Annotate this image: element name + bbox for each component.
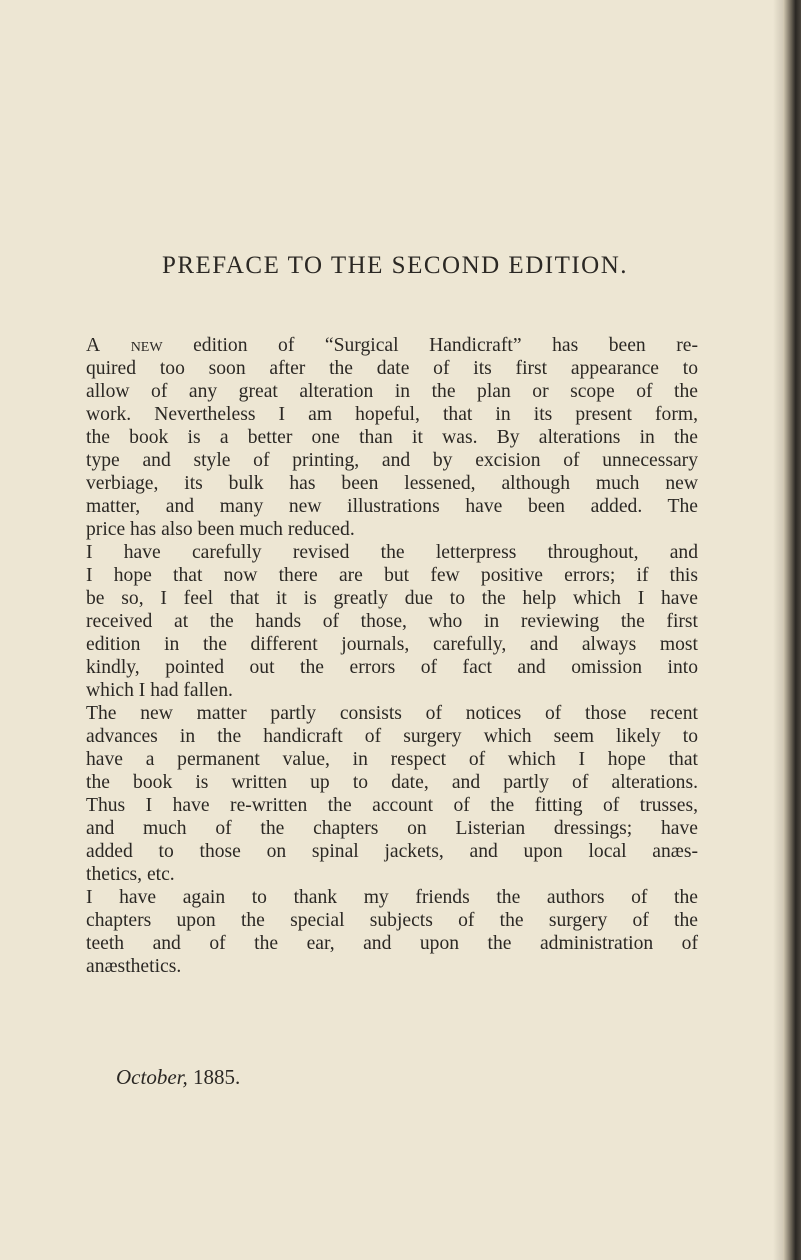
text-line: work. Nevertheless I am hopeful, that in its present form, bbox=[86, 404, 698, 425]
signature-year: 1885. bbox=[193, 1065, 241, 1089]
paragraph bbox=[86, 334, 698, 541]
text-line: allow of any great alteration in the plan or scope of the bbox=[86, 381, 698, 402]
paragraph bbox=[86, 886, 698, 978]
text-line: and much of the chapters on Listerian dressings; have bbox=[86, 818, 698, 839]
text-line: A new edition of “Surgical Handicraft” has been re- bbox=[86, 335, 698, 356]
text-line: verbiage, its bulk has been lessened, although much new bbox=[86, 473, 698, 494]
page-gutter-shadow bbox=[773, 0, 783, 1260]
text-line: which I had fallen. bbox=[86, 680, 233, 701]
text-line: Thus I have re-written the account of the fitting of trusses, bbox=[86, 795, 698, 816]
paragraph bbox=[86, 541, 698, 702]
page-title: PREFACE TO THE SECOND EDITION. bbox=[161, 252, 629, 279]
text-line: price has also been much reduced. bbox=[86, 519, 355, 540]
text-line: thetics, etc. bbox=[86, 864, 175, 885]
page-edge bbox=[783, 0, 801, 1260]
text-line: quired too soon after the date of its first appearance to bbox=[86, 358, 698, 379]
text-line: advances in the handicraft of surgery which seem likely to bbox=[86, 726, 698, 747]
text-line: I have again to thank my friends the authors of the bbox=[86, 887, 698, 908]
text-line: teeth and of the ear, and upon the administration of bbox=[86, 933, 698, 954]
text-line: edition in the different journals, carefully, and always most bbox=[86, 634, 698, 655]
text-line: chapters upon the special subjects of the surgery of the bbox=[86, 910, 698, 931]
text-line: the book is a better one than it was. By alterations in the bbox=[86, 427, 698, 448]
text-line: matter, and many new illustrations have been added. The bbox=[86, 496, 698, 517]
signature-month: October, bbox=[116, 1065, 188, 1089]
text-line: the book is written up to date, and partly of alterations. bbox=[86, 772, 698, 793]
signature-date bbox=[116, 1065, 240, 1090]
text-line: The new matter partly consists of notices of those recent bbox=[86, 703, 698, 724]
paragraph bbox=[86, 702, 698, 886]
text-line: I have carefully revised the letterpress throughout, and bbox=[86, 542, 698, 563]
text-line: I hope that now there are but few positive errors; if this bbox=[86, 565, 698, 586]
text-line: be so, I feel that it is greatly due to the help which I have bbox=[86, 588, 698, 609]
text-line: kindly, pointed out the errors of fact and omission into bbox=[86, 657, 698, 678]
preface-body bbox=[86, 334, 698, 978]
text-line: added to those on spinal jackets, and upon local anæs- bbox=[86, 841, 698, 862]
text-line: have a permanent value, in respect of which I hope that bbox=[86, 749, 698, 770]
text-line: anæsthetics. bbox=[86, 956, 182, 977]
text-line: received at the hands of those, who in reviewing the first bbox=[86, 611, 698, 632]
text-line: type and style of printing, and by excision of unnecessary bbox=[86, 450, 698, 471]
